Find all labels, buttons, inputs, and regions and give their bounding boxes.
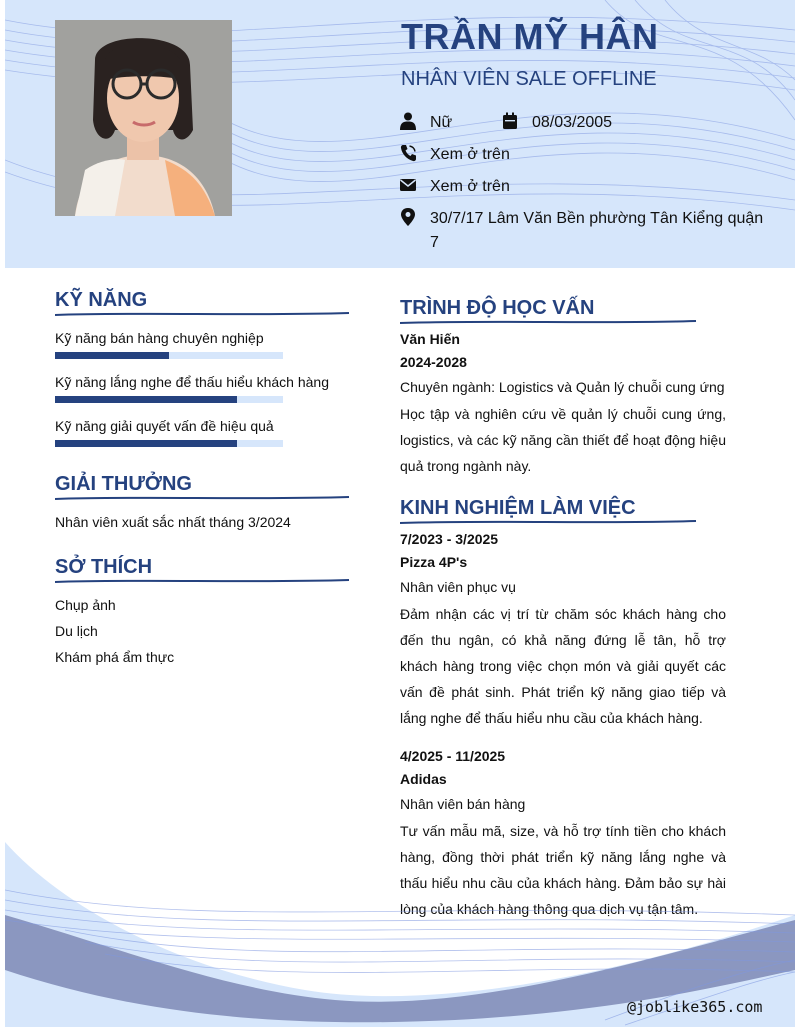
- experience-title-underline: [400, 518, 700, 526]
- footer-wave-decoration: [5, 820, 795, 1027]
- skill-bar-fill: [55, 440, 237, 447]
- phone-value: Xem ở trên: [430, 146, 510, 163]
- education-title-underline: [400, 318, 700, 326]
- experience-role: Nhân viên phục vụ: [400, 579, 516, 595]
- calendar-icon: [502, 112, 518, 130]
- birthday-value: 08/03/2005: [532, 114, 613, 131]
- address-value: 30/7/17 Lâm Văn Bền phường Tân Kiểng quận 7: [430, 210, 764, 251]
- email-value: Xem ở trên: [430, 178, 510, 195]
- education-title: TRÌNH ĐỘ HỌC VẤN: [400, 297, 595, 319]
- skill-label: Kỹ năng bán hàng chuyên nghiệp: [55, 330, 264, 346]
- experience-description: Đảm nhận các vị trí từ chăm sóc khách hàng cho đến thu ngân, có khả năng đứng lễ tân, hỗ trợ khách hàng trong việc chọn món và giải quyết các vấn đề phát sinh. Phát triển kỹ năng giao tiếp và lắng nghe để thấu hiểu nhu cầu của khách hàng.: [400, 606, 726, 726]
- skills-title-underline: [55, 310, 351, 318]
- awards-title-underline: [55, 494, 351, 502]
- experience-company: Adidas: [400, 771, 447, 787]
- profile-photo: [55, 20, 232, 216]
- footer-handle: @joblike365.com: [627, 998, 763, 1016]
- envelope-icon: [400, 176, 416, 194]
- hobby-item: Khám phá ẩm thực: [55, 649, 175, 665]
- experience-period: 7/2023 - 3/2025: [400, 531, 499, 547]
- hobbies-title: SỞ THÍCH: [55, 556, 153, 578]
- birthday-row: [502, 111, 612, 135]
- gender-value: Nữ: [430, 114, 453, 131]
- skill-bar: [55, 440, 283, 447]
- job-title: NHÂN VIÊN SALE OFFLINE: [401, 68, 657, 90]
- experience-title: KINH NGHIỆM LÀM VIỆC: [400, 497, 636, 519]
- experience-period: 4/2025 - 11/2025: [400, 748, 506, 764]
- education-major: Chuyên ngành: Logistics và Quản lý chuỗi cung ứng: [400, 379, 725, 395]
- map-pin-icon: [400, 208, 416, 226]
- skill-bar: [55, 396, 283, 403]
- experience-company: Pizza 4P's: [400, 554, 468, 570]
- person-icon: [400, 112, 416, 130]
- skill-label: Kỹ năng lắng nghe để thấu hiểu khách hàng: [55, 374, 330, 390]
- hobby-item: Du lịch: [55, 623, 98, 639]
- hobby-item: Chụp ảnh: [55, 597, 116, 613]
- skill-label: Kỹ năng giải quyết vấn đề hiệu quả: [55, 418, 274, 434]
- candidate-name: TRẦN MỸ HÂN: [401, 16, 659, 57]
- education-description: Học tập và nghiên cứu về quản lý chuỗi cung ứng, logistics, và các kỹ năng cần thiết để hoạt động hiệu quả trong ngành này.: [400, 406, 726, 474]
- phone-icon: [400, 144, 416, 162]
- experience-description: Tư vấn mẫu mã, size, và hỗ trợ tính tiền cho khách hàng, đồng thời phát triển kỹ năng lắng nghe và thấu hiểu nhu cầu của khách hàng. Đảm bảo sự hài lòng của khách hàng thông qua dịch vụ tận tâm.: [400, 823, 726, 917]
- awards-title: GIẢI THƯỞNG: [55, 473, 192, 495]
- hobbies-title-underline: [55, 577, 351, 585]
- cv-header: [5, 0, 795, 268]
- experience-role: Nhân viên bán hàng: [400, 796, 526, 812]
- skill-bar-fill: [55, 352, 169, 359]
- gender-row: [400, 111, 452, 135]
- skill-bar-fill: [55, 396, 237, 403]
- education-school: Văn Hiến: [400, 331, 460, 347]
- address-row: [400, 207, 770, 255]
- education-period: 2024-2028: [400, 354, 467, 370]
- skills-title: KỸ NĂNG: [55, 289, 148, 311]
- email-row: [400, 175, 510, 199]
- award-item: Nhân viên xuất sắc nhất tháng 3/2024: [55, 514, 291, 530]
- cv-page: [5, 0, 795, 1027]
- skill-bar: [55, 352, 283, 359]
- phone-row: [400, 143, 510, 167]
